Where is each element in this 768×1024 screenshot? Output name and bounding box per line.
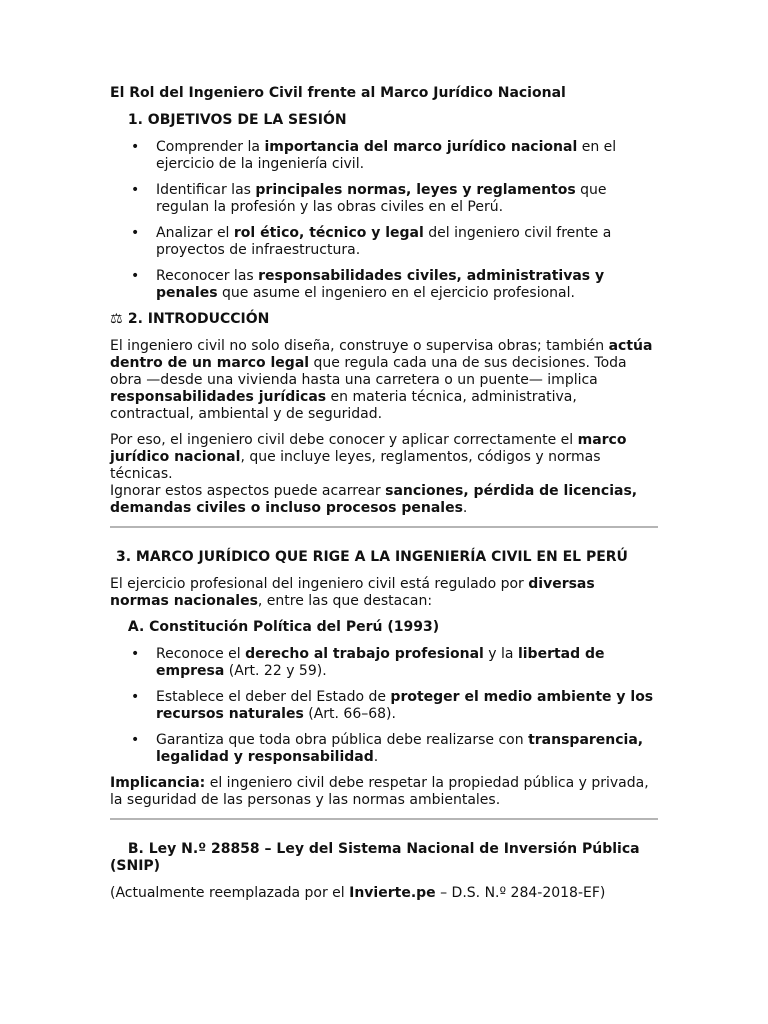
subsection-a-heading-text: A. Constitución Política del Perú (1993) xyxy=(127,619,440,635)
section-3-heading: 3. MARCO JURÍDICO QUE RIGE A LA INGENIERÍA CIVIL EN EL PERÚ xyxy=(116,549,628,565)
list-item: • Garantiza que toda obra pública debe realizarse con transparencia, legalidad y responsabilidad. xyxy=(110,732,658,766)
document-page xyxy=(110,85,658,911)
list-item: • Identificar las principales normas, leyes y reglamentos que regulan la profesión y las obras civiles en el Perú. xyxy=(110,182,658,216)
document-title: El Rol del Ingeniero Civil frente al Marco Jurídico Nacional xyxy=(110,85,566,101)
objectives-list xyxy=(110,139,658,302)
section-divider xyxy=(110,526,658,528)
implication-paragraph: Implicancia: el ingeniero civil debe respetar la propiedad pública y privada, la seguridad de las personas y las normas ambientales. xyxy=(110,775,649,808)
list-item: • Comprender la importancia del marco jurídico nacional en el ejercicio de la ingeniería civil. xyxy=(110,139,658,173)
snip-note: (Actualmente reemplazada por el Invierte.pe – D.S. N.º 284-2018-EF) xyxy=(110,885,606,901)
constitution-list xyxy=(110,646,658,766)
section-3-intro: El ejercicio profesional del ingeniero civil está regulado por diversas normas nacionales, entre las que destacan: xyxy=(110,576,595,609)
intro-paragraph-2: Por eso, el ingeniero civil debe conocer y aplicar correctamente el marco jurídico nacional, que incluye leyes, reglamentos, códigos y normas técnicas. Ignorar estos aspectos puede acarrear sanciones, pérdida de licencias, demandas civiles o incluso procesos penales. xyxy=(110,432,638,516)
intro-paragraph-1: El ingeniero civil no solo diseña, construye o supervisa obras; también actúa dentro de un marco legal que regula cada una de sus decisiones. Toda obra —desde una vivienda hasta una carretera o un puente— implica responsabilidades jurídicas en materia técnica, administrativa, contractual, ambiental y de seguridad. xyxy=(110,338,653,422)
subsection-a-heading xyxy=(110,619,658,636)
section-divider xyxy=(110,818,658,820)
list-item: • Establece el deber del Estado de proteger el medio ambiente y los recursos naturales (Art. 66–68). xyxy=(110,689,658,723)
list-item: • Reconoce el derecho al trabajo profesional y la libertad de empresa (Art. 22 y 59). xyxy=(110,646,658,680)
section-1-heading xyxy=(110,112,658,129)
section-1-heading-text: 1. OBJETIVOS DE LA SESIÓN xyxy=(127,112,347,128)
subsection-b-heading-text: B. Ley N.º 28858 – Ley del Sistema Nacional de Inversión Pública (SNIP) xyxy=(110,841,640,874)
scales-icon: ⚖ xyxy=(110,311,123,327)
subsection-b-heading xyxy=(110,841,658,875)
list-item: • Analizar el rol ético, técnico y legal del ingeniero civil frente a proyectos de infraestructura. xyxy=(110,225,658,259)
list-item: • Reconocer las responsabilidades civiles, administrativas y penales que asume el ingeniero en el ejercicio profesional. xyxy=(110,268,658,302)
section-2-heading xyxy=(110,311,658,328)
section-2-heading-text: 2. INTRODUCCIÓN xyxy=(127,311,270,327)
